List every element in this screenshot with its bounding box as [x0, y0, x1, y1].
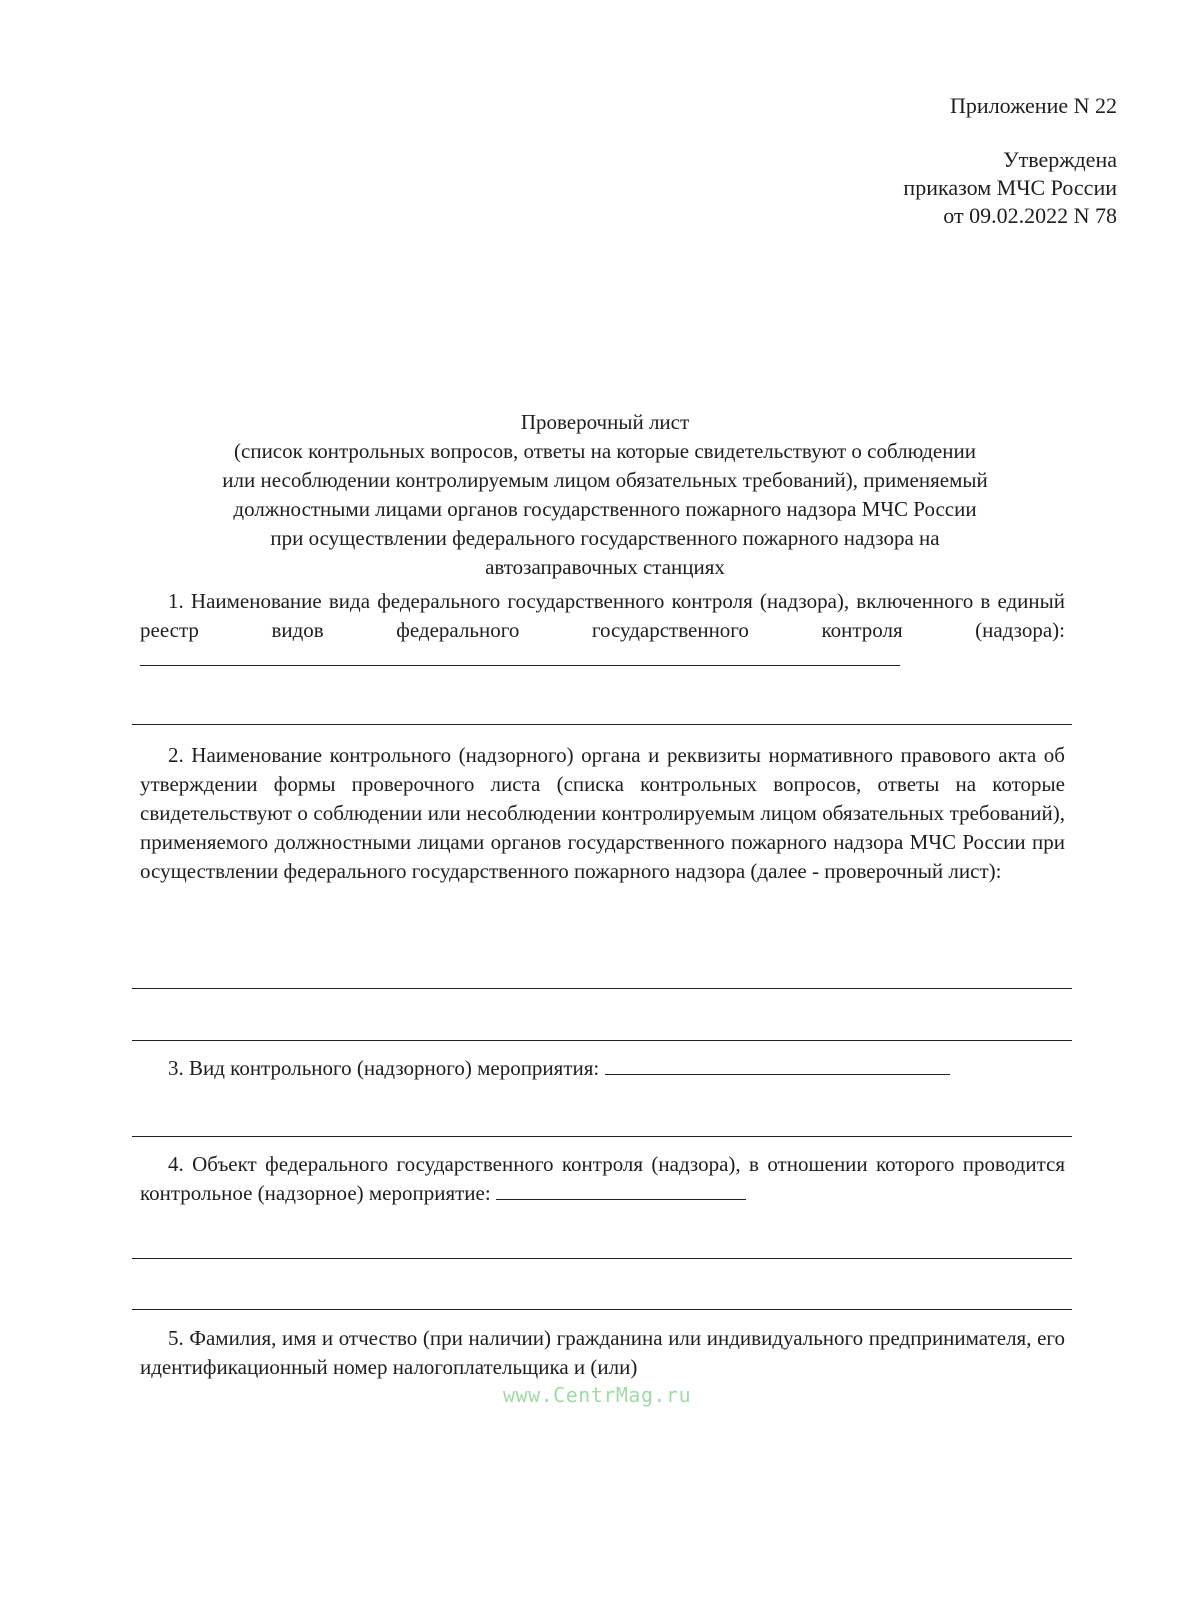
- item-1: [140, 587, 1065, 674]
- item-2: [140, 741, 1065, 886]
- item-2-text: 2. Наименование контрольного (надзорного) органа и реквизиты нормативного правового акта об утверждении формы проверочного листа (списка контрольных вопросов, ответы на которые свидетельствуют о соблюдении или несоблюдении контролируемым лицом обязательных требований), применяемого должностными лицами органов государственного пожарного надзора МЧС России при осуществлении федерального государственного пожарного надзора (далее - проверочный лист):: [140, 743, 1065, 883]
- item-4: [140, 1150, 1065, 1208]
- title-line-1: Проверочный лист: [520, 410, 690, 434]
- item-3-extra-line: [132, 1136, 1072, 1137]
- item-5: [140, 1324, 1065, 1382]
- item-4-text: 4. Объект федерального государственного контроля (надзора), в отношении которого проводится контрольное (надзорное) мероприятие:: [140, 1152, 1065, 1205]
- item-4-fill-line: [496, 1181, 746, 1200]
- title-line-3: или несоблюдении контролируемым лицом обязательных требований), применяемый: [222, 468, 988, 492]
- watermark: www.CentrMag.ru: [503, 1383, 692, 1407]
- item-5-text: 5. Фамилия, имя и отчество (при наличии) гражданина или индивидуального предпринимателя, его идентификационный номер налогоплательщика и (или): [140, 1326, 1065, 1379]
- title-line-6: автозаправочных станциях: [485, 555, 725, 579]
- item-1-fill-line: [140, 647, 900, 666]
- item-2-line-2: [132, 1040, 1072, 1041]
- item-2-line-1: [132, 988, 1072, 989]
- document-header: [903, 92, 1117, 230]
- title-line-4: должностными лицами органов государственного пожарного надзора МЧС России: [233, 497, 977, 521]
- appendix-number: Приложение N 22: [950, 93, 1117, 118]
- document-title: [140, 408, 1070, 582]
- approved-by-order: приказом МЧС России: [903, 175, 1117, 200]
- item-3: [140, 1054, 1065, 1083]
- item-3-text: 3. Вид контрольного (надзорного) мероприятия:: [168, 1056, 600, 1080]
- title-line-5: при осуществлении федерального государственного пожарного надзора на: [270, 526, 940, 550]
- item-3-fill-line: [605, 1056, 950, 1075]
- item-4-line-1: [132, 1258, 1072, 1259]
- approved-label: Утверждена: [1003, 147, 1117, 172]
- title-line-2: (список контрольных вопросов, ответы на которые свидетельствуют о соблюдении: [234, 439, 976, 463]
- order-date-number: от 09.02.2022 N 78: [943, 203, 1117, 228]
- item-1-extra-line: [132, 724, 1072, 725]
- item-1-text: 1. Наименование вида федерального государственного контроля (надзора), включенного в единый реестр видов федерального государственного контроля (надзора):: [140, 589, 1065, 642]
- item-4-line-2: [132, 1309, 1072, 1310]
